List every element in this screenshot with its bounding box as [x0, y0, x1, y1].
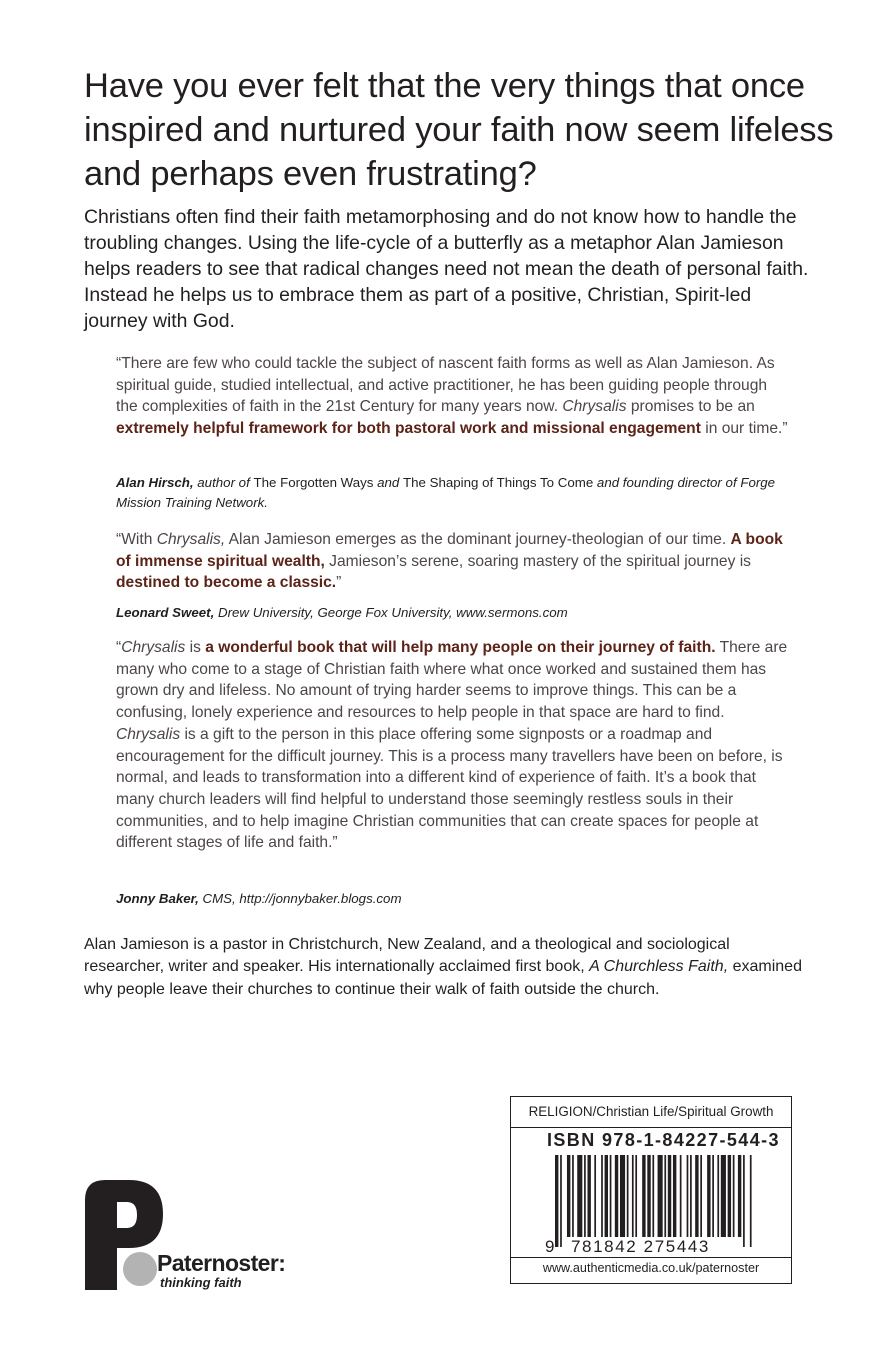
endorsement-attribution-3	[116, 889, 792, 909]
divider	[511, 1257, 791, 1258]
bio-text: examined why people leave their churches to continue their walk of faith outside the church.	[84, 958, 802, 998]
quote-book-title: Chrysalis	[562, 398, 627, 416]
barcode-bar	[610, 1155, 612, 1237]
barcode-bar	[687, 1155, 689, 1237]
quote-text: is a gift to the person in this place offering some signposts or a roadmap and encouragement for the difficult journey. This is a process many travellers have been on before, is normal, and leads to transformation into a different kind of experience of faith. It’s a book that many church leaders will find helpful to understand those seemingly restless souls in their communities, and to help imagine Christian communities that can create spaces for people at different stages of life and faith.”	[116, 725, 783, 852]
endorsement-attribution-2	[116, 603, 792, 623]
quote-text: promises to be an	[626, 398, 755, 416]
author-bio	[84, 934, 804, 1001]
quote-book-title: Chrysalis,	[156, 531, 226, 548]
barcode-bar	[750, 1155, 752, 1247]
barcode-bar	[712, 1155, 714, 1237]
endorsement-quote-1	[116, 353, 792, 440]
barcode-bar	[601, 1155, 603, 1237]
quote-text: There are many who come to a stage of Christian faith where what once worked and sustained them has grown dry and lifeless. No amount of trying harder seems to improve things. This can be a confusing, lonely experience and resources to help people in that space are hard to find.	[116, 639, 788, 722]
barcode-bar	[658, 1155, 663, 1247]
barcode-bar	[567, 1155, 570, 1237]
bio-book-title: A Churchless Faith,	[589, 958, 729, 976]
endorsement-quote-3	[116, 637, 792, 854]
headline: Have you ever felt that the very things that once inspired and nurtured your faith now seem lifeless and perhaps even frustrating?	[84, 67, 834, 193]
barcode-bar	[664, 1155, 666, 1237]
barcode-bar	[652, 1155, 654, 1247]
barcode-bar	[680, 1155, 682, 1237]
barcode-bar	[668, 1155, 671, 1237]
barcode-bar	[555, 1155, 558, 1247]
barcode-bar	[627, 1155, 629, 1237]
book-category: RELIGION/Christian Life/Spiritual Growth	[511, 1097, 791, 1128]
quote-highlight: A book of immense spiritual wealth,	[116, 531, 783, 570]
intro-paragraph: Christians often find their faith metamorphosing and do not know how to handle the troubling changes. Using the life-cycle of a butterfly as a metaphor Alan Jamieson helps readers to see that radical changes need not mean the death of personal faith. Instead he helps us to embrace them as part of a positive, Christian, Spirit-led journey with God.	[84, 206, 809, 332]
barcode-bar	[743, 1155, 745, 1247]
barcode-bar	[560, 1155, 562, 1247]
quote-text: in our time.”	[700, 420, 788, 438]
barcode-bar	[707, 1155, 710, 1237]
barcode-icon	[555, 1155, 755, 1247]
quote-book-title: Chrysalis	[116, 725, 181, 743]
barcode-bar	[695, 1155, 698, 1237]
isbn-label: ISBN 978-1-84227-544-3	[547, 1130, 780, 1150]
barcode-bar	[700, 1155, 702, 1237]
bio-text: Alan Jamieson is a pastor in Christchurch, New Zealand, and a theological and sociological researcher, writer and speaker. His internationally acclaimed first book,	[84, 936, 730, 976]
barcode-bar	[632, 1155, 634, 1237]
quote-highlight: a wonderful book that will help many people on their journey of faith.	[205, 639, 716, 656]
barcode-bar	[690, 1155, 692, 1237]
barcode-bar	[728, 1155, 731, 1237]
barcode-bar	[577, 1155, 582, 1237]
endorsement-attribution-1	[116, 473, 792, 512]
barcode-bar	[587, 1155, 590, 1237]
endorser-name: Jonny Baker,	[116, 891, 199, 906]
quote-book-title: Chrysalis	[121, 639, 186, 656]
endorser-name: Leonard Sweet,	[116, 605, 215, 620]
publisher-url: www.authenticmedia.co.uk/paternoster	[542, 1261, 760, 1275]
barcode-bar	[584, 1155, 586, 1237]
barcode-bar	[615, 1155, 618, 1237]
attribution-text: CMS, http://jonnybaker.blogs.com	[198, 891, 402, 906]
attribution-text: and	[373, 475, 404, 490]
barcode-digits: 781842 275443	[571, 1237, 710, 1256]
quote-highlight: extremely helpful framework for both pastoral work and missional engagement	[116, 420, 701, 438]
barcode-bar	[721, 1155, 726, 1237]
publisher-tagline: thinking faith	[160, 1275, 242, 1290]
endorsement-quote-2	[116, 529, 792, 594]
quote-highlight: destined to become a classic.	[116, 574, 337, 592]
attribution-book-title: The Shaping of Things To Come	[403, 475, 594, 490]
quote-text: ”	[336, 574, 342, 592]
barcode-bar	[673, 1155, 676, 1237]
attribution-text: author of	[193, 475, 254, 490]
quote-text: “With	[116, 531, 157, 548]
barcode-bar	[635, 1155, 637, 1237]
barcode-box	[510, 1096, 792, 1284]
barcode-bar	[733, 1155, 735, 1237]
barcode-bar	[620, 1155, 625, 1237]
barcode-bar	[605, 1155, 608, 1237]
barcode-bar	[717, 1155, 719, 1237]
attribution-text: and founding director of Forge Mission Training Network.	[116, 475, 776, 510]
quote-text: is	[185, 639, 206, 656]
quote-text: “There are few who could tackle the subject of nascent faith forms as well as Alan Jamieson. As spiritual guide, studied intellectual, and active practitioner, he has been guiding people through the complexities of faith in the 21st Century for many years now.	[116, 355, 775, 416]
barcode-bar	[642, 1155, 645, 1237]
barcode-bar	[738, 1155, 741, 1237]
barcode-bar	[647, 1155, 650, 1237]
quote-text: “	[116, 639, 122, 656]
barcode-lead-digit: 9	[545, 1237, 555, 1256]
barcode-bar	[594, 1155, 596, 1237]
endorser-name: Alan Hirsch,	[116, 475, 194, 490]
attribution-text: Drew University, George Fox University, www.sermons.com	[214, 605, 568, 620]
quote-text: Alan Jamieson emerges as the dominant journey-theologian of our time.	[225, 531, 731, 548]
barcode-bar	[572, 1155, 574, 1237]
quote-text: Jamieson’s serene, soaring mastery of the spiritual journey is	[324, 552, 751, 570]
publisher-name: Paternoster:	[157, 1250, 286, 1276]
attribution-book-title: The Forgotten Ways	[253, 475, 374, 490]
